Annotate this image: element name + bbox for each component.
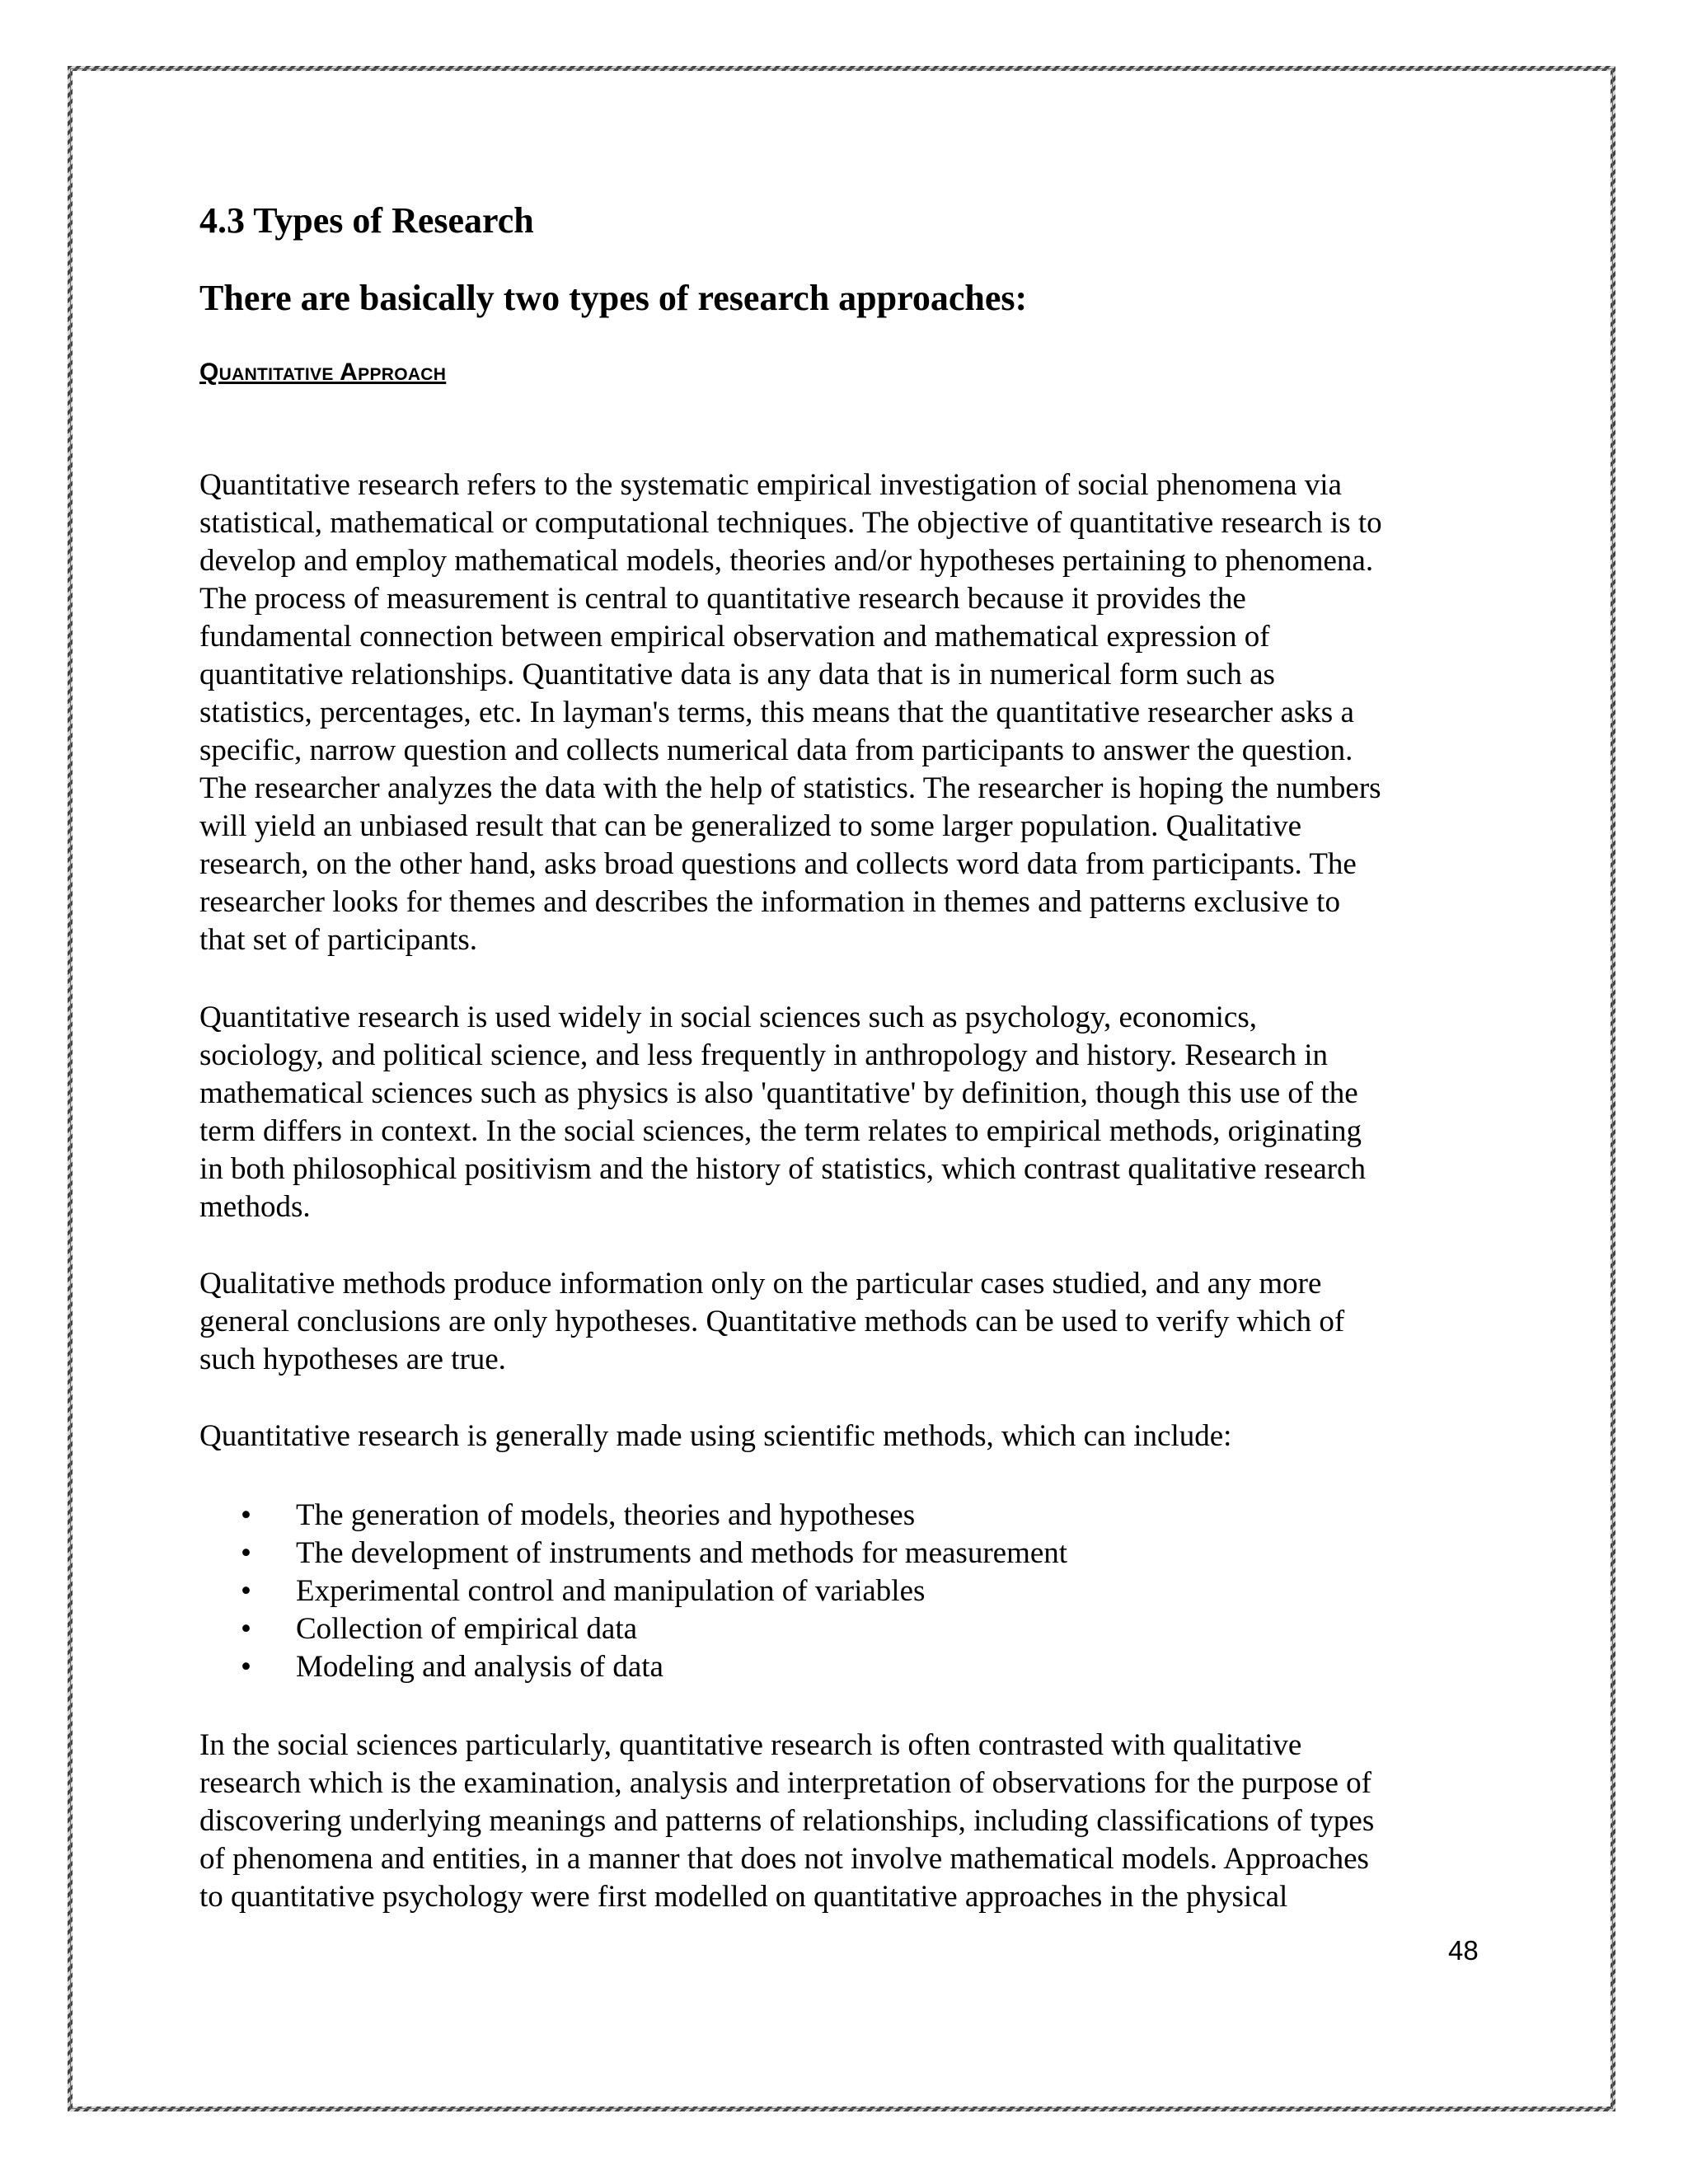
bullet-icon: • [241,1612,251,1646]
paragraph-line: researcher looks for themes and describes the information in themes and patterns exclusive to [199,885,1340,919]
list-item-text: Collection of empirical data [296,1612,638,1646]
paragraph-line: to quantitative psychology were first modelled on quantitative approaches in the physical [199,1880,1288,1914]
paragraph-line: in both philosophical positivism and the history of statistics, which contrast qualitative research [199,1152,1366,1186]
paragraph-line: Quantitative research is generally made using scientific methods, which can include: [199,1419,1232,1453]
paragraph-line: research which is the examination, analysis and interpretation of observations for the purpose of [199,1766,1372,1800]
paragraph-line: statistical, mathematical or computational techniques. The objective of quantitative research is to [199,506,1382,540]
list-item-text: Modeling and analysis of data [296,1650,663,1684]
paragraph-line: fundamental connection between empirical observation and mathematical expression of [199,620,1270,654]
paragraph-line: statistics, percentages, etc. In layman's terms, this means that the quantitative researcher asks a [199,696,1354,729]
list-item-text: Experimental control and manipulation of variables [296,1574,926,1608]
page-number: 48 [1448,1935,1479,1966]
paragraph-line: discovering underlying meanings and patterns of relationships, including classifications of types [199,1804,1375,1838]
paragraph-1 [199,466,1485,959]
list-item-text: The generation of models, theories and hypotheses [296,1498,916,1532]
methods-bullet-list [199,1497,1067,1686]
paragraph-line: The researcher analyzes the data with the help of statistics. The researcher is hoping the numbers [199,771,1381,805]
closing-paragraph [199,1727,1485,1916]
paragraph-line: Quantitative research refers to the systematic empirical investigation of social phenomena via [199,468,1342,502]
bullet-icon: • [241,1498,251,1532]
paragraph-line: methods. [199,1190,311,1224]
paragraph-line: such hypotheses are true. [199,1343,506,1376]
list-item [199,1572,1067,1610]
paragraph-line: of phenomena and entities, in a manner that does not involve mathematical models. Approaches [199,1842,1369,1876]
list-item [199,1497,1067,1535]
list-item-text: The development of instruments and methods for measurement [296,1536,1068,1570]
paragraph-line: In the social sciences particularly, quantitative research is often contrasted with qualitative [199,1728,1302,1762]
list-item [199,1535,1067,1572]
paragraph-line: quantitative relationships. Quantitative data is any data that is in numerical form such as [199,658,1275,691]
list-item [199,1610,1067,1648]
paragraph-line: mathematical sciences such as physics is also 'quantitative' by definition, though this use of the [199,1076,1358,1110]
paragraph-line: Qualitative methods produce information only on the particular cases studied, and any more [199,1267,1322,1301]
bullet-icon: • [241,1536,251,1570]
paragraph-line: develop and employ mathematical models, theories and/or hypotheses pertaining to phenomena. [199,544,1374,578]
paragraph-4 [199,1418,1485,1455]
paragraph-line: general conclusions are only hypotheses. Quantitative methods can be used to verify which of [199,1305,1345,1338]
paragraph-line: that set of participants. [199,923,478,957]
section-title: 4.3 Types of Research [199,200,534,241]
paragraph-2 [199,999,1485,1226]
bullet-icon: • [241,1650,251,1684]
paragraph-line: specific, narrow question and collects numerical data from participants to answer the question. [199,733,1353,767]
subheading-quantitative-approach: Quantitative Approach [199,359,447,386]
paragraph-3 [199,1265,1485,1379]
paragraph-line: sociology, and political science, and less frequently in anthropology and history. Research in [199,1038,1328,1072]
paragraph-line: The process of measurement is central to quantitative research because it provides the [199,582,1246,616]
list-item [199,1648,1067,1686]
bullet-icon: • [241,1574,251,1608]
subtitle: There are basically two types of research approaches: [199,278,1028,318]
paragraph-line: term differs in context. In the social sciences, the term relates to empirical methods, originating [199,1114,1362,1148]
paragraph-line: research, on the other hand, asks broad questions and collects word data from participants. The [199,847,1357,881]
paragraph-line: will yield an unbiased result that can be generalized to some larger population. Qualitative [199,809,1302,843]
paragraph-line: Quantitative research is used widely in social sciences such as psychology, economics, [199,1001,1257,1034]
